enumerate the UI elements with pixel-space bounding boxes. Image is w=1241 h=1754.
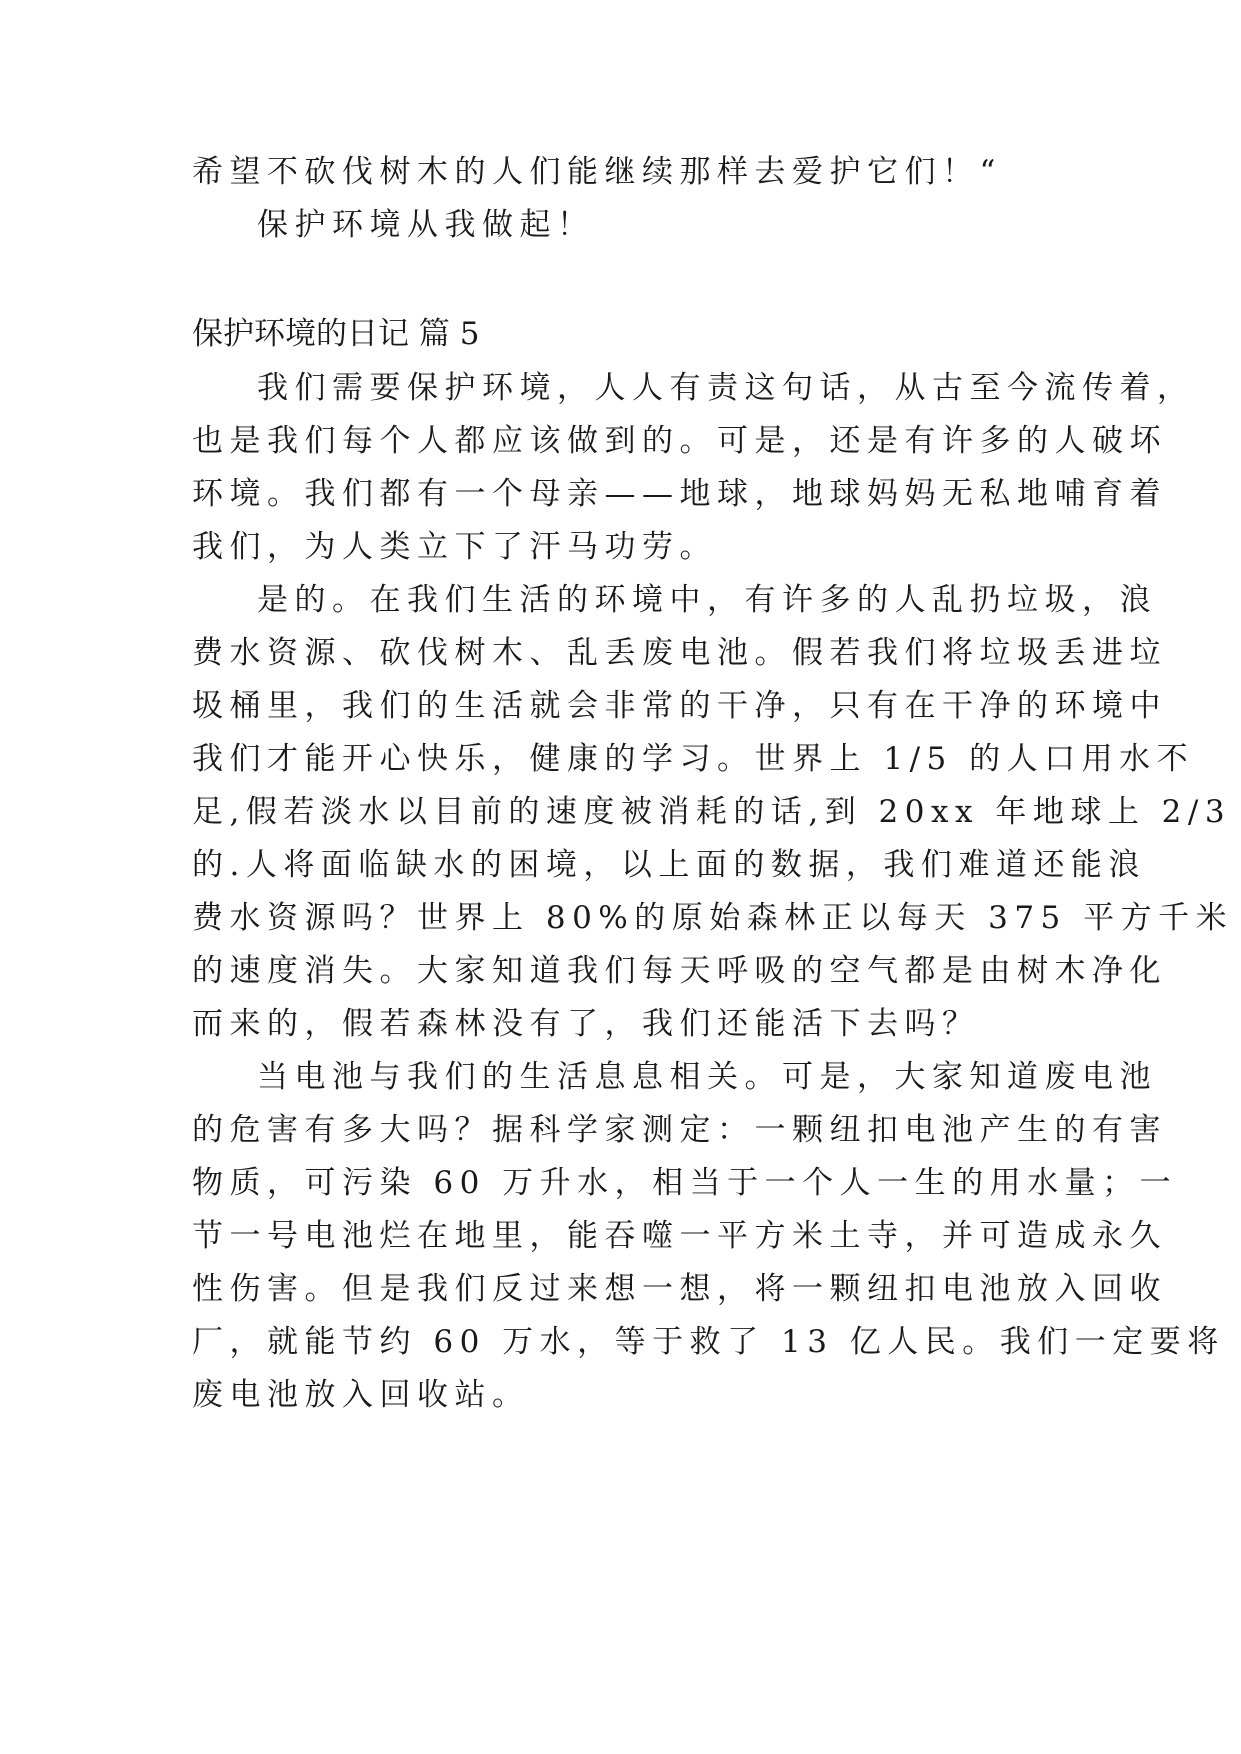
text-line-23: 废电池放入回收站。	[192, 1377, 530, 1413]
text-line-10: 圾桶里，我们的生活就会非常的干净，只有在干净的环境中	[192, 688, 1167, 724]
text-line-12: 足,假若淡水以目前的速度被消耗的话,到 20xx 年地球上 2/3	[192, 794, 1232, 830]
text-line-20: 节一号电池烂在地里，能吞噬一平方米土寺，并可造成永久	[192, 1218, 1167, 1254]
text-line-5: 也是我们每个人都应该做到的。可是，还是有许多的人破坏	[192, 423, 1167, 459]
text-line-1: 希望不砍伐树木的人们能继续那样去爱护它们！“	[192, 154, 1002, 190]
text-line-2: 保护环境从我做起！	[257, 207, 595, 243]
text-line-7: 我们，为人类立下了汗马功劳。	[192, 529, 717, 565]
text-line-17: 当电池与我们的生活息息相关。可是，大家知道废电池	[257, 1059, 1157, 1095]
text-line-8: 是的。在我们生活的环境中，有许多的人乱扔垃圾，浪	[257, 582, 1157, 618]
text-line-13: 的.人将面临缺水的困境，以上面的数据，我们难道还能浪	[192, 847, 1146, 883]
text-line-21: 性伤害。但是我们反过来想一想，将一颗纽扣电池放入回收	[192, 1271, 1167, 1307]
text-line-22: 厂，就能节约 60 万水，等于救了 13 亿人民。我们一定要将	[192, 1324, 1225, 1360]
text-line-16: 而来的，假若森林没有了，我们还能活下去吗？	[192, 1006, 980, 1042]
text-line-19: 物质，可污染 60 万升水，相当于一个人一生的用水量；一	[192, 1165, 1178, 1201]
text-line-14: 费水资源吗？世界上 80%的原始森林正以每天 375 平方千米	[192, 900, 1234, 936]
section-heading: 保护环境的日记 篇 5	[192, 316, 480, 352]
text-line-4: 我们需要保护环境，人人有责这句话，从古至今流传着，	[257, 370, 1195, 406]
text-line-6: 环境。我们都有一个母亲——地球，地球妈妈无私地哺育着	[192, 476, 1167, 512]
text-line-9: 费水资源、砍伐树木、乱丢废电池。假若我们将垃圾丢进垃	[192, 635, 1167, 671]
text-line-15: 的速度消失。大家知道我们每天呼吸的空气都是由树木净化	[192, 953, 1167, 989]
text-line-18: 的危害有多大吗？据科学家测定：一颗纽扣电池产生的有害	[192, 1112, 1167, 1148]
text-line-11: 我们才能开心快乐，健康的学习。世界上 1/5 的人口用水不	[192, 741, 1195, 777]
